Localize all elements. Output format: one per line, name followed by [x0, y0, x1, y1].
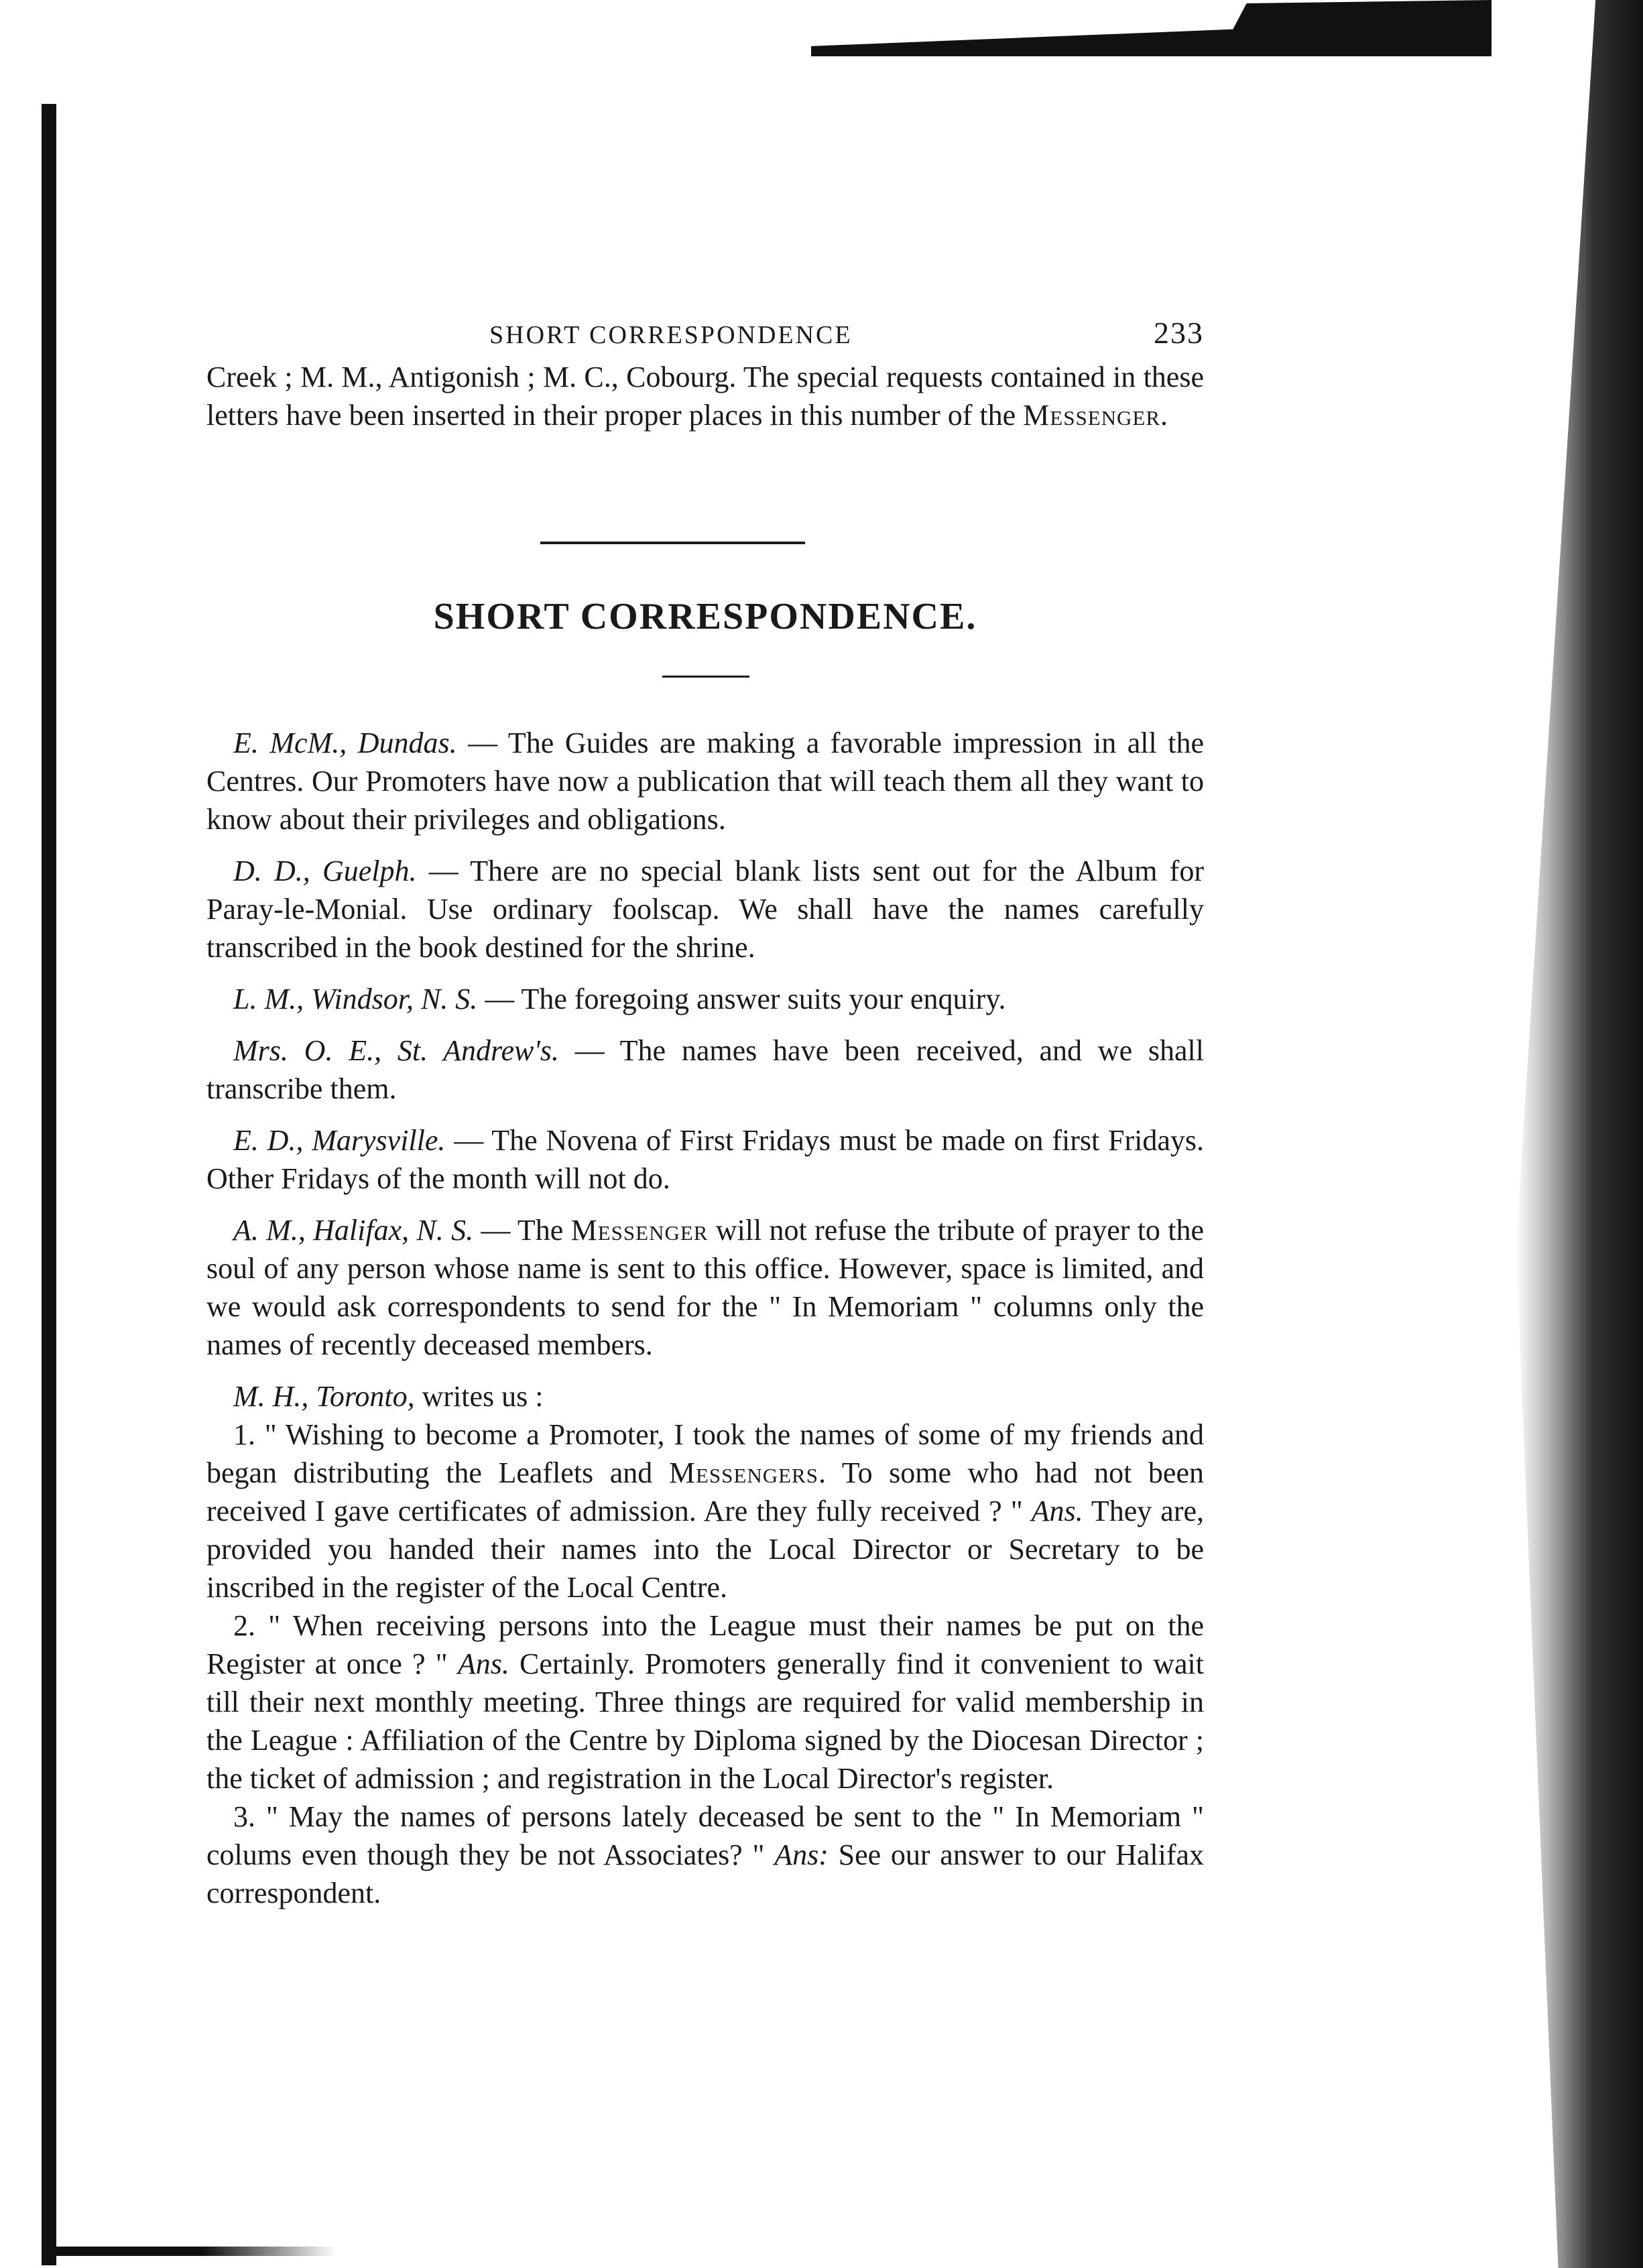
correspondent-name: D. D., Guelph. [233, 855, 417, 887]
running-title: SHORT CORRESPONDENCE [489, 321, 853, 349]
answer-label: Ans. [1031, 1495, 1083, 1527]
entry-text: writes us : [414, 1380, 544, 1413]
entry-text: — The Guides are making a favorable impression in all the Centres. Our Promoters have now a publication that will teach them all they want to know about their privileges and obligations. [206, 727, 1204, 836]
question-text: . To some who had not been received I gave certificates of admission. Are they fully received ? " [206, 1456, 1204, 1527]
title-underline [662, 676, 749, 678]
section-title: SHORT CORRESPONDENCE. [433, 596, 977, 637]
question-text: 3. " May the names of persons lately deceased be sent to the " In Memoriam " colums even though they be not Associates? " [206, 1800, 1204, 1871]
page-number: 233 [1154, 316, 1204, 350]
question-answer [206, 1415, 1204, 1606]
answer-text: See our answer to our Halifax correspondent. [206, 1838, 1205, 1909]
entry-text: — The [473, 1214, 571, 1247]
correspondent-name: E. McM., Dundas. [233, 727, 457, 759]
correspondence-entry [206, 852, 1204, 966]
correspondence-entry-toronto [206, 1377, 1204, 1415]
scan-shadow-bottom [42, 2247, 337, 2256]
scan-shadow-left [42, 104, 56, 2265]
book-page [206, 315, 1205, 1909]
entry-text: — The names have been received, and we shall transcribe them. [206, 1034, 1204, 1105]
intro-paragraph [206, 358, 1204, 434]
correspondent-name: L. M., Windsor, N. S. [233, 983, 478, 1015]
correspondent-name: Mrs. O. E., St. Andrew's. [233, 1034, 559, 1067]
scan-shadow-right [1473, 0, 1643, 2268]
correspondent-name: M. H., Toronto, [233, 1380, 415, 1413]
correspondence-entry [206, 724, 1204, 838]
scan-shadow-top [811, 0, 1492, 56]
correspondence-entry [206, 1121, 1204, 1198]
question-text: 1. " Wishing to become a Promoter, I took the names of some of my friends and began distributing the Leaflets and [206, 1418, 1204, 1489]
question-text: 2. " When receiving persons into the League must their names be put on the Register at once ? " [206, 1609, 1204, 1680]
intro-text-a: Creek ; M. M., Antigonish ; M. C., Cobourg. The special requests contained in these letters have been inserted in their proper places in this number of the [206, 361, 1204, 432]
correspondence-entry-halifax [206, 1211, 1204, 1364]
answer-label: Ans. [457, 1647, 509, 1680]
correspondent-name: A. M., Halifax, N. S. [233, 1214, 474, 1247]
answer-label: Ans: [774, 1838, 829, 1871]
answer-text: They are, provided you handed their names into the Local Director or Secretary to be inscribed in the register of the Local Centre. [206, 1495, 1204, 1604]
correspondence-list [206, 724, 1204, 1912]
entry-text: — The foregoing answer suits your enquiry. [477, 983, 1006, 1015]
correspondent-name: E. D., Marysville. [233, 1124, 446, 1157]
question-messengers: Messengers [668, 1456, 818, 1489]
entry-text: — The Novena of First Fridays must be made on first Fridays. Other Fridays of the month will not do. [206, 1124, 1204, 1195]
correspondence-entry [206, 1031, 1204, 1108]
entry-text: will not refuse the tribute of prayer to the soul of any person whose name is sent to this office. However, space is limited, and we would ask correspondents to send for the " In Memoriam " columns only the names of recently deceased members. [206, 1214, 1204, 1361]
running-header [206, 315, 1204, 358]
intro-messenger: Messenger [1023, 399, 1161, 432]
question-answer [206, 1606, 1204, 1798]
correspondence-entry [206, 980, 1204, 1018]
answer-text: Certainly. Promoters generally find it convenient to wait till their next monthly meeting. Three things are required for valid membership in the League : Affiliation of the Centre by Diploma signed by the Diocesan Director ; the ticket of admission ; and registration in the Local Director's register. [206, 1647, 1204, 1795]
separator-rule [540, 542, 805, 544]
intro-text-b: . [1160, 399, 1168, 432]
entry-text: — There are no special blank lists sent out for the Album for Paray-le-Monial. Use ordinary foolscap. We shall have the names carefully transcribed in the book destined for the shrine. [206, 855, 1204, 964]
question-answer [206, 1798, 1204, 1912]
entry-messenger: Messenger [570, 1214, 709, 1247]
